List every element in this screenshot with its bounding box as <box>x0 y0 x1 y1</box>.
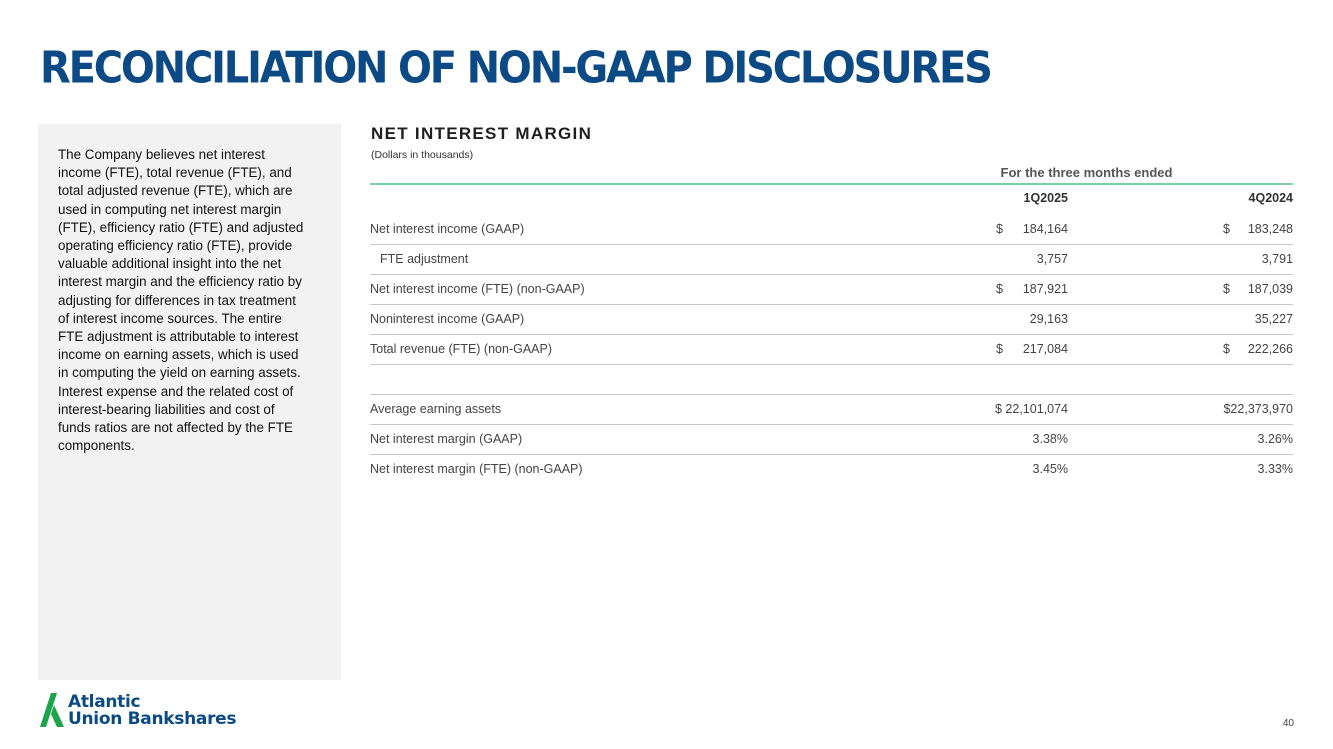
company-logo <box>40 692 270 728</box>
row-label: Net interest margin (FTE) (non-GAAP) <box>370 462 583 476</box>
value-4q2024: 222,266 <box>1247 342 1293 356</box>
logo-mark-icon <box>40 693 66 727</box>
row-label: Net interest income (GAAP) <box>370 222 525 236</box>
value-4q2024: $22,373,970 <box>1223 402 1293 416</box>
currency-symbol: $ <box>996 282 1003 296</box>
row-label: Average earning assets <box>370 402 502 416</box>
row-label: Noninterest income (GAAP) <box>370 312 525 326</box>
value-4q2024: 183,248 <box>1247 222 1293 236</box>
value-1q2025: 187,921 <box>1022 282 1068 296</box>
currency-symbol: $ <box>1223 222 1230 236</box>
value-1q2025: 217,084 <box>1022 342 1068 356</box>
period-header: For the three months ended <box>1000 165 1173 180</box>
table-row <box>370 304 1293 335</box>
value-4q2024: 3.33% <box>1257 462 1293 476</box>
logo-text-line2: Union Bankshares <box>68 709 237 729</box>
table-row <box>370 394 1293 425</box>
logo-text-line1: Atlantic <box>68 692 141 712</box>
row-label: Net interest income (FTE) (non-GAAP) <box>370 282 585 296</box>
description-panel <box>38 124 341 680</box>
table-subtitle: (Dollars in thousands) <box>371 149 474 161</box>
row-label: Net interest margin (GAAP) <box>370 432 523 446</box>
value-1q2025: 3,757 <box>1036 252 1068 266</box>
column-header-1q2025: 1Q2025 <box>1023 191 1068 205</box>
value-1q2025: 29,163 <box>1029 312 1068 326</box>
table-row <box>370 424 1293 455</box>
value-1q2025: 3.45% <box>1032 462 1068 476</box>
table-row <box>370 334 1293 365</box>
table-row <box>370 274 1293 305</box>
table-row <box>370 454 1293 484</box>
currency-symbol: $ <box>1223 342 1230 356</box>
currency-symbol: $ <box>996 222 1003 236</box>
currency-symbol: $ <box>996 342 1003 356</box>
currency-symbol: $ <box>1223 282 1230 296</box>
slide-title: RECONCILIATION OF NON-GAAP DISCLOSURES <box>40 43 991 94</box>
value-4q2024: 35,227 <box>1254 312 1293 326</box>
row-label: FTE adjustment <box>380 252 469 266</box>
value-1q2025: 184,164 <box>1022 222 1068 236</box>
page-number: 40 <box>1282 718 1294 729</box>
table-row-spacer <box>370 364 1293 395</box>
value-1q2025: 3.38% <box>1032 432 1068 446</box>
column-header-4q2024: 4Q2024 <box>1248 191 1293 205</box>
table-row <box>370 214 1293 245</box>
row-label: Total revenue (FTE) (non-GAAP) <box>370 342 553 356</box>
value-4q2024: 3.26% <box>1257 432 1293 446</box>
value-1q2025: $ 22,101,074 <box>995 402 1068 416</box>
table-row <box>370 244 1293 275</box>
value-4q2024: 3,791 <box>1261 252 1293 266</box>
header-divider <box>370 183 1293 185</box>
table-title: NET INTEREST MARGIN <box>371 124 593 143</box>
description-text: The Company believes net interest income (FTE), total revenue (FTE), and total adjusted revenue (FTE), which are used in computing net interest margin (FTE), efficiency ratio (FTE) and adjusted operating efficiency ratio (FTE), provide valuable additional insight into the net interest margin and the efficiency ratio by adjusting for differences in tax treatment of interest income sources. The entire FTE adjustment is attributable to interest income on earning assets, which is used in computing the yield on earning assets. Interest expense and the related cost of interest-bearing liabilities and cost of funds ratios are not affected by the FTE components. <box>58 147 304 454</box>
value-4q2024: 187,039 <box>1247 282 1293 296</box>
